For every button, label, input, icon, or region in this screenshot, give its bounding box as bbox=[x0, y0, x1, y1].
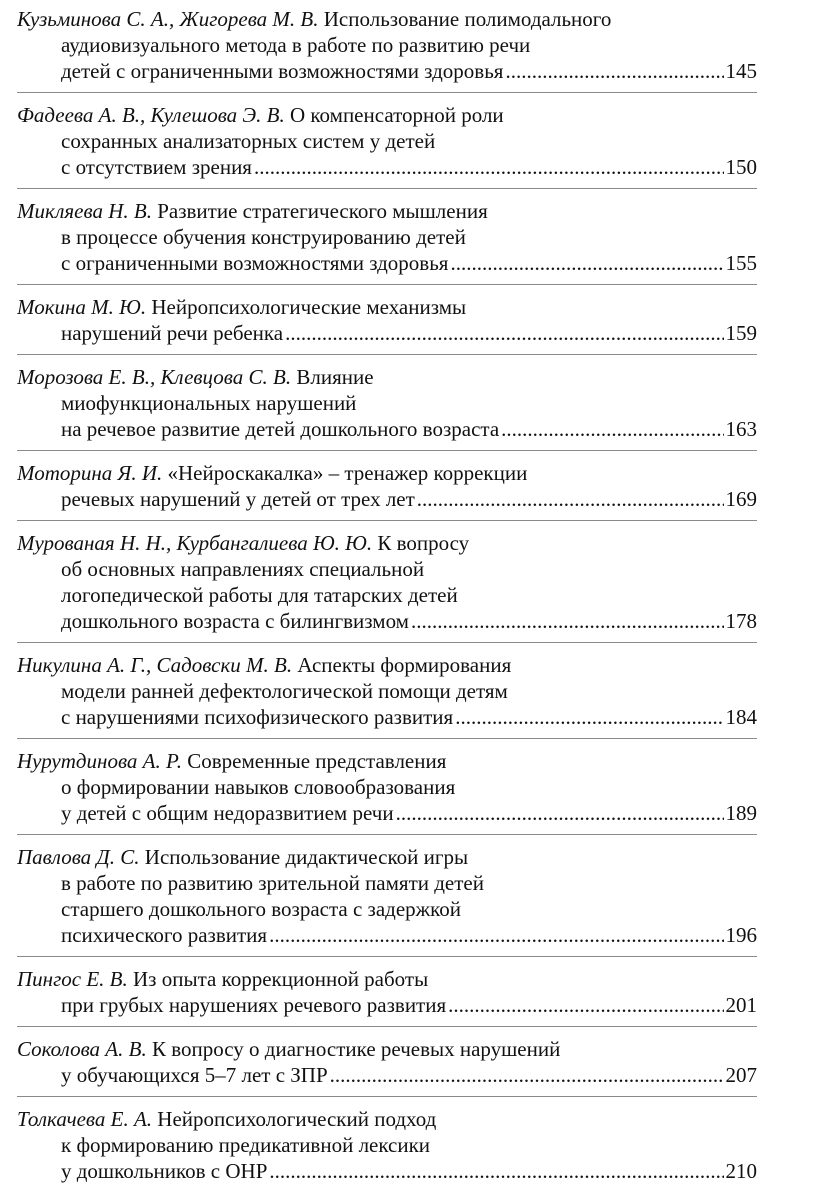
entry-title-end: дошкольного возраста с билингвизмом bbox=[61, 609, 409, 633]
entry-authors: Мокина М. Ю. bbox=[17, 295, 147, 319]
page-number[interactable]: 159 bbox=[725, 321, 757, 345]
entry-title-start: Из опыта коррекционной работы bbox=[133, 967, 429, 991]
entry-title-line: аудиовизуального метода в работе по развитию речи bbox=[61, 33, 531, 57]
entry-authors: Моторина Я. И. bbox=[17, 461, 163, 485]
entry-last-line bbox=[17, 1062, 757, 1088]
entry-title-start: Использование полимодального bbox=[323, 7, 612, 31]
page-number[interactable]: 163 bbox=[725, 417, 757, 441]
toc-entry bbox=[17, 1106, 757, 1192]
page-number[interactable]: 145 bbox=[725, 59, 757, 83]
entry-authors: Пингос Е. В. bbox=[17, 967, 128, 991]
leader-dots bbox=[455, 704, 723, 730]
entry-last-line bbox=[17, 608, 757, 634]
toc-entry bbox=[17, 364, 757, 451]
page-number[interactable]: 189 bbox=[725, 801, 757, 825]
entry-title-line: логопедической работы для татарских детей bbox=[61, 583, 458, 607]
entry-title-line: в работе по развитию зрительной памяти детей bbox=[61, 871, 484, 895]
entry-title-line: старшего дошкольного возраста с задержкой bbox=[61, 897, 462, 921]
page-number[interactable]: 169 bbox=[725, 487, 757, 511]
entry-title-start: Нейропсихологический подход bbox=[157, 1107, 437, 1131]
entry-last-line bbox=[17, 58, 757, 84]
entry-title-end: у детей с общим недоразвитием речи bbox=[61, 801, 394, 825]
leader-dots bbox=[450, 250, 723, 276]
entry-title-line: в процессе обучения конструированию детей bbox=[61, 225, 466, 249]
page-number[interactable]: 201 bbox=[725, 993, 757, 1017]
entry-authors: Никулина А. Г., Садовски М. В. bbox=[17, 653, 293, 677]
toc-entry-first-line bbox=[17, 294, 757, 320]
entry-last-line bbox=[17, 154, 757, 180]
toc-entry-first-line bbox=[17, 364, 757, 390]
entry-title-line: модели ранней дефектологической помощи детям bbox=[61, 679, 508, 703]
entry-last-line bbox=[17, 320, 757, 346]
page-number[interactable]: 210 bbox=[725, 1159, 757, 1183]
page-number[interactable]: 178 bbox=[725, 609, 757, 633]
entry-title-line: сохранных анализаторных систем у детей bbox=[61, 129, 436, 153]
toc-entry-first-line bbox=[17, 530, 757, 556]
table-of-contents bbox=[17, 6, 757, 1201]
toc-entry bbox=[17, 652, 757, 739]
leader-dots bbox=[411, 608, 724, 634]
entry-title-end: с нарушениями психофизического развития bbox=[61, 705, 454, 729]
entry-title-start: «Нейроскакалка» – тренажер коррекции bbox=[167, 461, 528, 485]
entry-authors: Мурованая Н. Н., Курбангалиева Ю. Ю. bbox=[17, 531, 373, 555]
entry-title-start: К вопросу bbox=[377, 531, 470, 555]
toc-entry bbox=[17, 198, 757, 285]
toc-entry-first-line bbox=[17, 6, 757, 32]
entry-title-end: речевых нарушений у детей от трех лет bbox=[61, 487, 415, 511]
entry-title-end: у обучающихся 5–7 лет с ЗПР bbox=[61, 1063, 328, 1087]
leader-dots bbox=[269, 1158, 723, 1184]
toc-entry-first-line bbox=[17, 198, 757, 224]
entry-title-start: Развитие стратегического мышления bbox=[157, 199, 488, 223]
page-number[interactable]: 155 bbox=[725, 251, 757, 275]
entry-title-end: у дошкольников с ОНР bbox=[61, 1159, 268, 1183]
entry-authors: Фадеева А. В., Кулешова Э. В. bbox=[17, 103, 285, 127]
leader-dots bbox=[501, 416, 723, 442]
leader-dots bbox=[254, 154, 724, 180]
entry-last-line bbox=[17, 250, 757, 276]
toc-entry bbox=[17, 966, 757, 1027]
toc-entry bbox=[17, 102, 757, 189]
entry-title-start: Использование дидактической игры bbox=[144, 845, 469, 869]
toc-entry-first-line bbox=[17, 844, 757, 870]
entry-title-start: Нейропсихологические механизмы bbox=[151, 295, 467, 319]
entry-last-line bbox=[17, 416, 757, 442]
page-number[interactable]: 196 bbox=[725, 923, 757, 947]
toc-entry-first-line bbox=[17, 102, 757, 128]
entry-title-end: с ограниченными возможностями здоровья bbox=[61, 251, 449, 275]
entry-title-start: К вопросу о диагностике речевых нарушений bbox=[151, 1037, 561, 1061]
toc-entry-first-line bbox=[17, 748, 757, 774]
toc-entry bbox=[17, 530, 757, 643]
toc-entry bbox=[17, 6, 757, 93]
leader-dots bbox=[505, 58, 723, 84]
entry-title-end: детей с ограниченными возможностями здоровья bbox=[61, 59, 504, 83]
leader-dots bbox=[448, 992, 723, 1018]
entry-last-line bbox=[17, 486, 757, 512]
entry-title-start: Современные представления bbox=[187, 749, 447, 773]
toc-entry-first-line bbox=[17, 652, 757, 678]
entry-title-start: Аспекты формирования bbox=[297, 653, 512, 677]
toc-entry bbox=[17, 294, 757, 355]
toc-entry-first-line bbox=[17, 460, 757, 486]
entry-title-end: с отсутствием зрения bbox=[61, 155, 252, 179]
entry-last-line bbox=[17, 800, 757, 826]
entry-title-line: о формировании навыков словообразования bbox=[61, 775, 456, 799]
toc-entry bbox=[17, 460, 757, 521]
entry-authors: Морозова Е. В., Клевцова С. В. bbox=[17, 365, 292, 389]
page-number[interactable]: 184 bbox=[725, 705, 757, 729]
toc-entry bbox=[17, 748, 757, 835]
toc-entry-first-line bbox=[17, 1106, 757, 1132]
entry-last-line bbox=[17, 1158, 757, 1184]
entry-title-end: при грубых нарушениях речевого развития bbox=[61, 993, 447, 1017]
entry-last-line bbox=[17, 704, 757, 730]
entry-authors: Павлова Д. С. bbox=[17, 845, 140, 869]
toc-entry bbox=[17, 844, 757, 957]
entry-last-line bbox=[17, 992, 757, 1018]
entry-title-start: О компенсаторной роли bbox=[290, 103, 504, 127]
leader-dots bbox=[417, 486, 724, 512]
entry-title-line: к формированию предикативной лексики bbox=[61, 1133, 431, 1157]
entry-title-end: нарушений речи ребенка bbox=[61, 321, 284, 345]
toc-entry-first-line bbox=[17, 1036, 757, 1062]
entry-title-end: психического развития bbox=[61, 923, 268, 947]
entry-authors: Кузьминова С. А., Жигорева М. В. bbox=[17, 7, 319, 31]
page-number[interactable]: 150 bbox=[725, 155, 757, 179]
entry-authors: Нурутдинова А. Р. bbox=[17, 749, 182, 773]
entry-title-start: Влияние bbox=[296, 365, 374, 389]
leader-dots bbox=[330, 1062, 724, 1088]
leader-dots bbox=[396, 800, 724, 826]
entry-title-line: миофункциональных нарушений bbox=[61, 391, 357, 415]
entry-title-end: на речевое развитие детей дошкольного возраста bbox=[61, 417, 500, 441]
toc-entry-first-line bbox=[17, 966, 757, 992]
entry-authors: Соколова А. В. bbox=[17, 1037, 147, 1061]
entry-title-line: об основных направлениях специальной bbox=[61, 557, 425, 581]
toc-entry bbox=[17, 1036, 757, 1097]
leader-dots bbox=[285, 320, 723, 346]
page-number[interactable]: 207 bbox=[725, 1063, 757, 1087]
entry-last-line bbox=[17, 922, 757, 948]
leader-dots bbox=[269, 922, 723, 948]
entry-authors: Микляева Н. В. bbox=[17, 199, 152, 223]
entry-authors: Толкачева Е. А. bbox=[17, 1107, 153, 1131]
